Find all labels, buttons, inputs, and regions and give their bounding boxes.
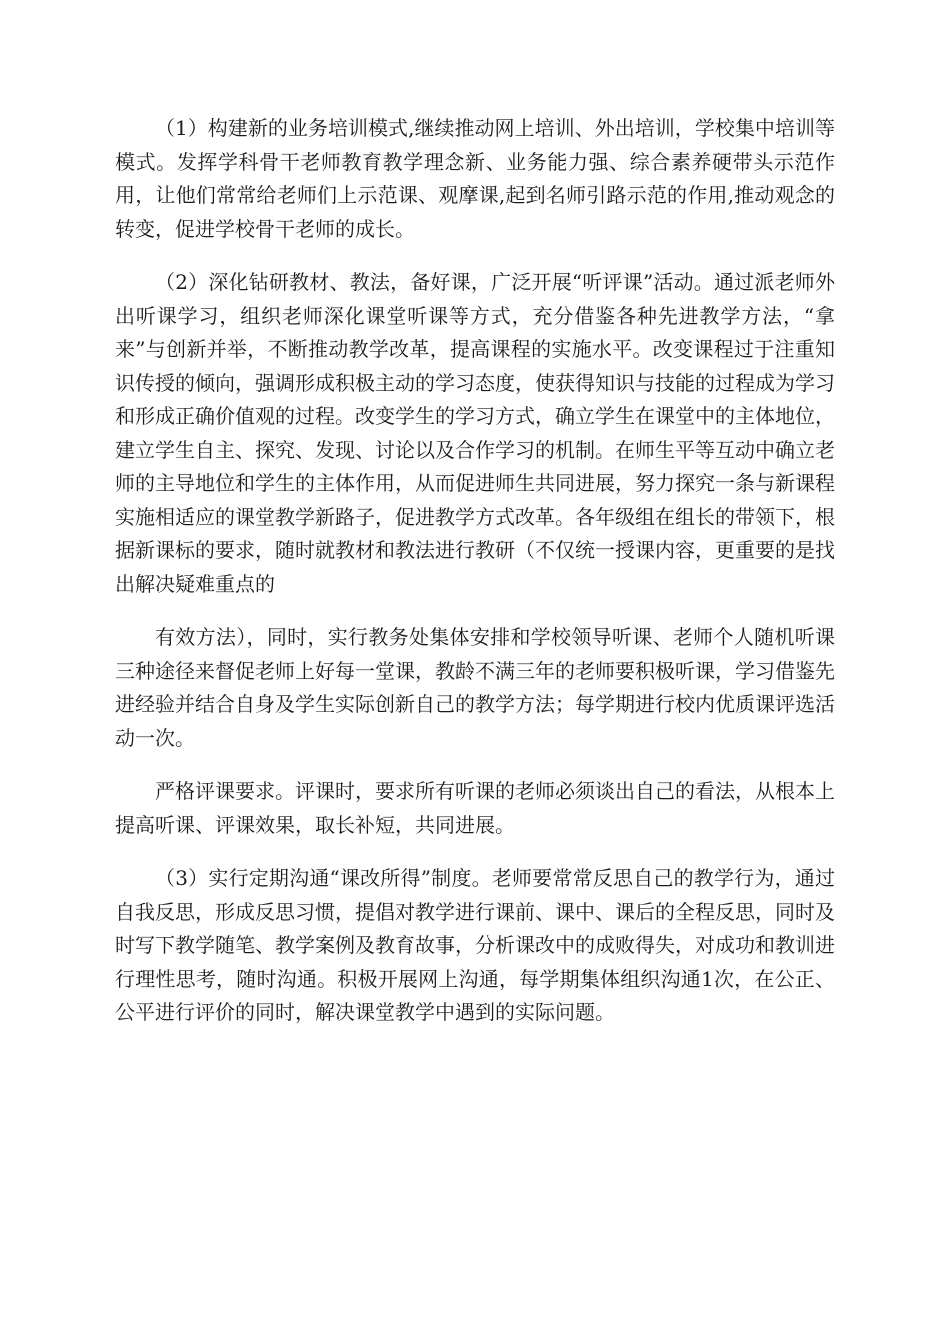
paragraph-strict-review: 严格评课要求。评课时，要求所有听课的老师必须谈出自己的看法，从根本上提高听课、评课效果，取长补短，共同进展。 [115, 779, 835, 837]
document-page [115, 112, 835, 1030]
paragraph-lesson-evaluation: （2）深化钻研教材、教法，备好课，广泛开展“听评课”活动。通过派老师外出听课学习，组织老师深化课堂听课等方式，充分借鉴各种先进教学方法，“拿来”与创新并举，不断推动教学改革，提高课程的实施水平。改变课程过于注重知识传授的倾向，强调形成积极主动的学习态度，使获得知识与技能的过程成为学习和形成正确价值观的过程。改变学生的学习方式，确立学生在课堂中的主体地位，建立学生自主、探究、发现、讨论以及合作学习的机制。在师生平等互动中确立老师的主导地位和学生的主体作用，从而促进师生共同进展，努力探究一条与新课程实施相适应的课堂教学新路子，促进教学方式改革。各年级组在组长的带领下，根据新课标的要求，随时就教材和教法进行教研（不仅统一授课内容，更重要的是找出解决疑难重点的 [115, 270, 835, 596]
paragraph-training-model: （1）构建新的业务培训模式,继续推动网上培训、外出培训，学校集中培训等模式。发挥学科骨干老师教育教学理念新、业务能力强、综合素养硬带头示范作用，让他们常常给老师们上示范课、观摩课,起到名师引路示范的作用,推动观念的转变，促进学校骨干老师的成长。 [115, 116, 835, 241]
paragraph-regular-communication: （3）实行定期沟通“课改所得”制度。老师要常常反思自己的教学行为，通过自我反思，形成反思习惯，提倡对教学进行课前、课中、课后的全程反思，同时及时写下教学随笔、教学案例及教育故事，分析课改中的成败得失，对成功和教训进行理性思考，随时沟通。积极开展网上沟通，每学期集体组织沟通1次，在公正、公平进行评价的同时，解决课堂教学中遇到的实际问题。 [115, 866, 835, 1024]
paragraph-effective-methods: 有效方法），同时，实行教务处集体安排和学校领导听课、老师个人随机听课三种途径来督促老师上好每一堂课，教龄不满三年的老师要积极听课，学习借鉴先进经验并结合自身及学生实际创新自己的教学方法；每学期进行校内优质课评选活动一次。 [115, 625, 835, 750]
